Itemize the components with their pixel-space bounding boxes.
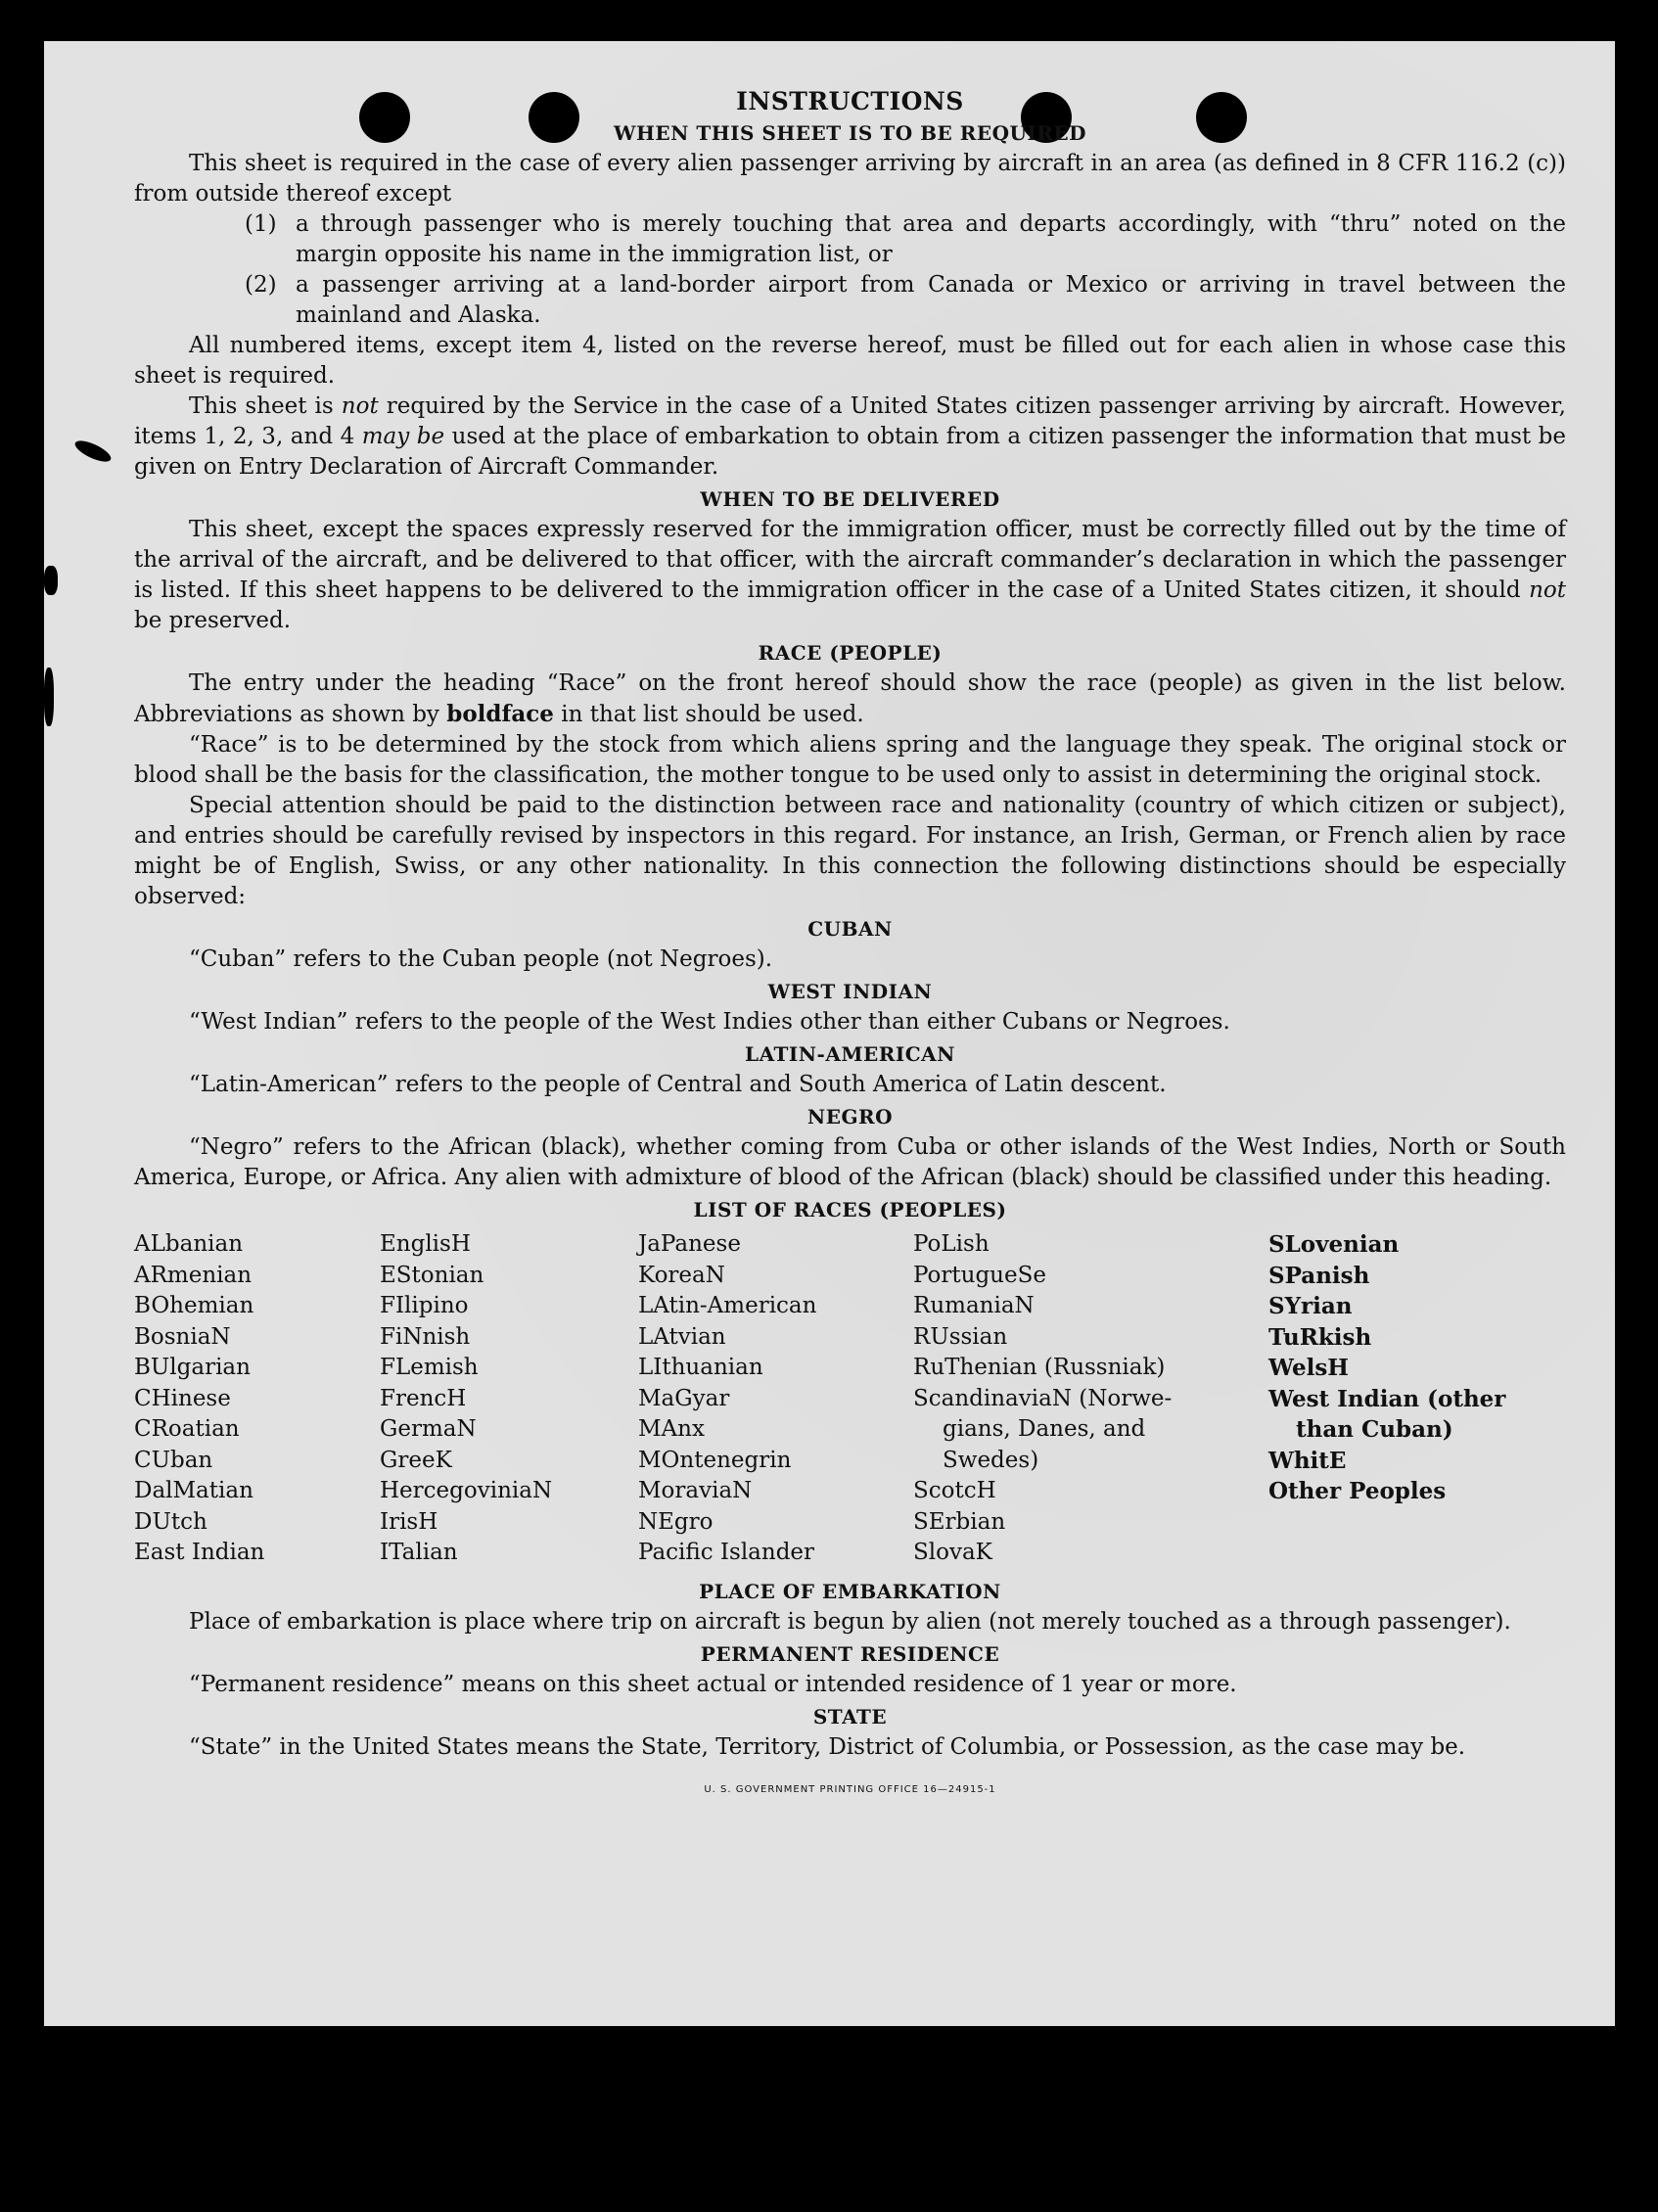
race-item: PortugueSe: [913, 1262, 1046, 1288]
race-item: FLemish: [380, 1355, 479, 1380]
race-column: [380, 1229, 638, 1569]
race-list: [134, 1229, 1566, 1569]
page-title: INSTRUCTIONS: [736, 87, 964, 115]
race-item: FrencH: [380, 1385, 467, 1411]
race-item: EStonian: [380, 1262, 484, 1288]
race-item: BOhemian: [134, 1293, 254, 1318]
paragraph: “Permanent residence” means on this sheet actual or intended residence of 1 year or more.: [189, 1671, 1237, 1697]
race-item: Swedes): [943, 1447, 1039, 1473]
paragraph: “State” in the United States means the State, Territory, District of Columbia, or Possession, as the case may be.: [189, 1733, 1466, 1760]
race-item: WelsH: [1268, 1355, 1350, 1381]
race-item: LIthuanian: [638, 1355, 763, 1380]
race-column: [913, 1229, 1268, 1569]
section-heading: RACE (PEOPLE): [758, 641, 943, 665]
ink-blot: [44, 566, 58, 595]
paragraph: This sheet is not required by the Service in the case of a United States citizen passenger arriving by aircraft. However, items 1, 2, 3, and 4 may be used at the place of embarkation to obtain from a citizen passenger the information that must be given on Entry Declaration of Aircraft Commander.: [134, 393, 1566, 480]
race-item: DUtch: [134, 1508, 207, 1535]
printer-imprint: U. S. GOVERNMENT PRINTING OFFICE 16—24915-1: [704, 1783, 996, 1795]
race-item: EnglisH: [380, 1231, 471, 1257]
race-column: [638, 1229, 913, 1569]
paragraph: This sheet is required in the case of every alien passenger arriving by aircraft in an area (as defined in 8 CFR 116.2 (c)) from outside thereof except: [134, 151, 1566, 207]
race-item: West Indian (other: [1268, 1385, 1506, 1412]
race-item: ALbanian: [134, 1231, 244, 1257]
race-item: FIlipino: [380, 1293, 469, 1318]
race-item: East Indian: [134, 1540, 265, 1565]
paragraph: This sheet, except the spaces expressly reserved for the immigration officer, must be correctly filled out by the time of the arrival of the aircraft, and be delivered to that officer, with the aircraft commander’s declaration in which the passenger is listed. If this sheet happens to be delivered to the immigration officer in the case of a United States citizen, it should not be preserved.: [134, 517, 1566, 633]
race-item: FiNnish: [380, 1323, 471, 1350]
section-heading: LIST OF RACES (PEOPLES): [693, 1198, 1007, 1221]
race-item: WhitE: [1268, 1447, 1347, 1474]
race-item: SLovenian: [1268, 1231, 1400, 1258]
ink-blot: [44, 668, 54, 726]
race-item: Pacific Islander: [638, 1540, 815, 1565]
race-item: RumaniaN: [913, 1293, 1035, 1318]
section-heading: LATIN-AMERICAN: [745, 1042, 955, 1066]
race-item: HercegoviniaN: [380, 1478, 553, 1503]
instructions-body: [134, 86, 1566, 1805]
section-heading: STATE: [812, 1704, 888, 1728]
document-page: [44, 41, 1615, 2026]
race-item: MaGyar: [638, 1385, 730, 1411]
race-item: DalMatian: [134, 1478, 253, 1503]
paragraph: “West Indian” refers to the people of the West Indies other than either Cubans or Negroes.: [189, 1009, 1230, 1035]
race-item: BosniaN: [134, 1323, 231, 1350]
race-item: RUssian: [913, 1323, 1008, 1350]
list-item: [134, 270, 1566, 331]
race-item: NEgro: [638, 1508, 714, 1535]
paragraph: “Latin-American” refers to the people of Central and South America of Latin descent.: [189, 1072, 1167, 1097]
section-heading: WHEN THIS SHEET IS TO BE REQUIRED: [614, 121, 1086, 145]
race-item: MOntenegrin: [638, 1447, 792, 1473]
race-item: KoreaN: [638, 1262, 725, 1288]
item-number: (2): [245, 272, 277, 298]
race-item: TuRkish: [1268, 1323, 1372, 1351]
race-item: ScotcH: [913, 1478, 996, 1503]
section-heading: PERMANENT RESIDENCE: [700, 1641, 1000, 1666]
ink-blot: [72, 437, 114, 466]
paragraph: Place of embarkation is place where trip on aircraft is begun by alien (not merely touched as a through passenger).: [189, 1608, 1511, 1635]
race-item: SlovaK: [913, 1540, 992, 1565]
race-item: GermaN: [380, 1416, 477, 1442]
race-item: JaPanese: [638, 1231, 741, 1257]
section-heading: WHEN TO BE DELIVERED: [700, 487, 1000, 511]
race-item: LAtin-American: [638, 1293, 817, 1318]
item-text: a through passenger who is merely touching that area and departs accordingly, with “thru” noted on the margin opposite his name in the immigration list, or: [296, 211, 1566, 267]
race-item: IrisH: [380, 1508, 438, 1535]
race-item: ARmenian: [134, 1262, 253, 1288]
race-item: MoraviaN: [638, 1478, 753, 1503]
race-column: [1268, 1229, 1523, 1569]
section-heading: NEGRO: [806, 1105, 894, 1129]
paragraph: The entry under the heading “Race” on the front hereof should show the race (people) as given in the list below. Abbreviations as shown by boldface in that list should be used.: [134, 670, 1566, 727]
paragraph: “Negro” refers to the African (black), whether coming from Cuba or other islands of the West Indies, North or South America, Europe, or Africa. Any alien with admixture of blood of the African (black) should be classified under this heading.: [134, 1134, 1566, 1190]
race-item: SYrian: [1268, 1293, 1353, 1319]
race-item: SPanish: [1268, 1262, 1370, 1289]
list-item: [134, 209, 1566, 270]
section-heading: WEST INDIAN: [767, 980, 933, 1003]
race-item: RuThenian (Russniak): [913, 1355, 1166, 1380]
race-item: MAnx: [638, 1416, 705, 1442]
paragraph: “Race” is to be determined by the stock from which aliens spring and the language they speak. The original stock or blood shall be the basis for the classification, the mother tongue to be used only to assist in determining the original stock.: [134, 732, 1566, 788]
race-item: CRoatian: [134, 1416, 240, 1442]
section-heading: PLACE OF EMBARKATION: [699, 1579, 1001, 1603]
section-heading: CUBAN: [807, 917, 893, 941]
paragraph: Special attention should be paid to the distinction between race and nationality (country of which citizen or subject), and entries should be carefully revised by inspectors in this regard. For instance, an Irish, German, or French alien by race might be of English, Swiss, or any other nationality. In this connection the following distinctions should be especially observed:: [134, 793, 1566, 909]
race-item: GreeK: [380, 1447, 452, 1473]
race-item: CUban: [134, 1447, 213, 1473]
race-column: [134, 1229, 380, 1569]
race-item: BUlgarian: [134, 1355, 251, 1380]
race-item: Other Peoples: [1268, 1478, 1447, 1504]
race-item: PoLish: [913, 1231, 990, 1257]
race-item: SErbian: [913, 1508, 1006, 1535]
race-item: ScandinaviaN (Norwe-: [913, 1385, 1173, 1411]
race-item: LAtvian: [638, 1323, 726, 1350]
item-number: (1): [245, 211, 277, 237]
race-item: than Cuban): [1296, 1416, 1453, 1443]
race-item: ITalian: [380, 1540, 458, 1565]
race-item: gians, Danes, and: [943, 1416, 1146, 1442]
race-item: CHinese: [134, 1385, 231, 1411]
item-text: a passenger arriving at a land-border airport from Canada or Mexico or arriving in travel between the mainland and Alaska.: [296, 272, 1566, 328]
paragraph: “Cuban” refers to the Cuban people (not Negroes).: [189, 946, 773, 972]
paragraph: All numbered items, except item 4, listed on the reverse hereof, must be filled out for each alien in whose case this sheet is required.: [134, 333, 1566, 389]
